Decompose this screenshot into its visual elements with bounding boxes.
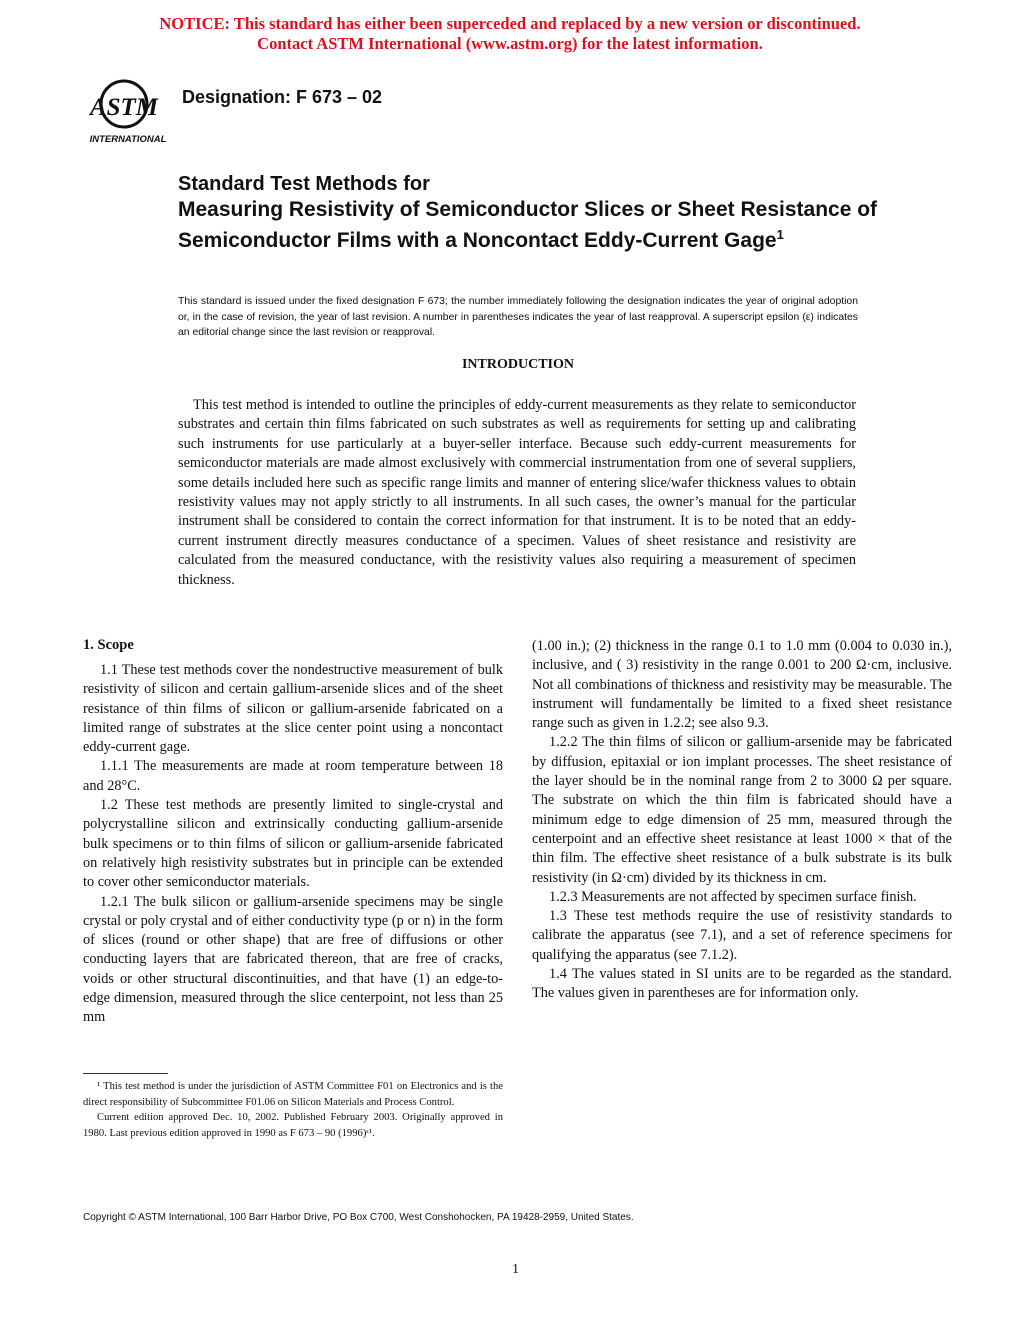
title-line-1: Standard Test Methods for bbox=[178, 173, 430, 195]
notice-line-1: NOTICE: This standard has either been superceded and replaced by a new version or discontinued. bbox=[159, 14, 861, 33]
footnote-1: ¹ This test method is under the jurisdiction of ASTM Committee F01 on Electronics and is the direct responsibility of Subcommittee F01.06 on Silicon Materials and Process Control. bbox=[83, 1081, 503, 1108]
notice-banner bbox=[0, 14, 1020, 54]
section-heading-scope: 1. Scope bbox=[83, 637, 134, 653]
paragraph-1-4: 1.4 The values stated in SI units are to be regarded as the standard. The values given in parentheses are for information only. bbox=[532, 966, 952, 1002]
footnote-divider bbox=[83, 1073, 168, 1074]
notice-line-2: Contact ASTM International (www.astm.org) for the latest information. bbox=[257, 34, 763, 53]
paragraph-1-2-3: 1.2.3 Measurements are not affected by specimen surface finish. bbox=[549, 888, 917, 905]
issue-note: This standard is issued under the fixed designation F 673; the number immediately following the designation indicates the year of original adoption or, in the case of revision, the year of last revision. A number in parentheses indicates the year of last reapproval. A superscript epsilon (ε) indicates an editorial change since the last revision or reapproval. bbox=[178, 296, 858, 338]
footnotes bbox=[83, 1079, 503, 1141]
title-block bbox=[178, 172, 878, 253]
logo-subtext: INTERNATIONAL bbox=[89, 134, 167, 145]
footnote-edition: Current edition approved Dec. 10, 2002. Published February 2003. Originally approved in 1980. Last previous edition approved in 1990 as F 673 – 90 (1996)ᵋ¹. bbox=[83, 1112, 503, 1139]
logo-text: ASTM bbox=[89, 94, 159, 121]
title-main-text: Measuring Resistivity of Semiconductor Slices or Sheet Resistance of Semiconductor Films with a Noncontact Eddy-Current Gage bbox=[178, 198, 878, 252]
left-column bbox=[83, 636, 503, 1028]
title-footnote-mark: 1 bbox=[776, 227, 784, 242]
copyright-notice: Copyright © ASTM International, 100 Barr Harbor Drive, PO Box C700, West Conshohocken, PA 19428-2959, United States. bbox=[83, 1212, 634, 1223]
page-number: 1 bbox=[512, 1262, 519, 1277]
paragraph-1-2-2: 1.2.2 The thin films of silicon or gallium-arsenide may be fabricated by diffusion, epitaxial or ion implant processes. The sheet resistance of the layer should be in the nominal range from 2 to 3000 Ω per square. The substrate on which the thin film is fabricated should have a minimum edge to edge dimension of 25 mm, measured through the centerpoint and an effective sheet resistance at least 1000 × that of the thin film. The effective sheet resistance of a bulk substrate is its bulk resistivity (in Ω·cm) divided by its thickness in cm. bbox=[532, 734, 952, 886]
introduction-text: This test method is intended to outline the principles of eddy-current measurements as they relate to semiconductor substrates and certain thin films fabricated on such substrates as well as requirements for setting up and calibrating such instruments for use particularly at a buyer-seller interface. Because such eddy-current measurements for semiconductor materials are made almost exclusively with commercial instrumentation from one of several suppliers, some details included here such as specific range limits and manner of entering slice/wafer thickness values to obtain resistivity values may not apply strictly to all instruments. In all such cases, the owner’s manual for the particular instrument shall be considered to contain the correct information for that instrument. It is to be noted that an eddy-current instrument directly measures conductance of a specimen. Values of sheet resistance and resistivity are calculated from the measured conductance, with the resistivity values also requiring a measurement of specimen thickness. bbox=[178, 397, 856, 588]
paragraph-1-1-1: 1.1.1 The measurements are made at room temperature between 18 and 28°C. bbox=[83, 758, 503, 794]
introduction-heading: INTRODUCTION bbox=[461, 357, 574, 372]
paragraph-1-2-1: 1.2.1 The bulk silicon or gallium-arsenide specimens may be single crystal or poly crystal and of either conductivity type (p or n) in the form of slices (round or other shape) that are free of diffusions or other conducting layers that are fabricated thereon, that are free of cracks, voids or other structural discontinuities, and that have (1) an edge-to-edge dimension, measured through the slice centerpoint, not less than 25 mm bbox=[83, 893, 503, 1026]
designation: Designation: F 673 – 02 bbox=[182, 87, 383, 107]
astm-logo bbox=[84, 72, 172, 152]
paragraph-1-1: 1.1 These test methods cover the nondestructive measurement of bulk resistivity of silicon and certain gallium-arsenide slices and of the sheet resistance of thin films of silicon or gallium-arsenide fabricated on a limited range of substrates at the slice center point using a noncontact eddy-current gage. bbox=[83, 662, 503, 756]
paragraph-1-3: 1.3 These test methods require the use of resistivity standards to calibrate the apparatus (see 7.1), and a set of reference specimens for qualifying the apparatus (see 7.1.2). bbox=[532, 908, 952, 963]
right-column bbox=[532, 637, 952, 1004]
paragraph-1-2-1-continued: (1.00 in.); (2) thickness in the range 0.1 to 1.0 mm (0.004 to 0.030 in.), inclusive, and ( 3) resistivity in the range 0.001 to 200 Ω·cm, inclusive. Not all combinations of thickness and resistivity may be measurable. The instrument will fundamentally be limited to a fixed sheet resistance range such as given in 1.2.2; see also 9.3. bbox=[532, 638, 952, 732]
paragraph-1-2: 1.2 These test methods are presently limited to single-crystal and polycrystalline silicon and extrinsically conducting gallium-arsenide bulk specimens or to thin films of silicon or gallium-arsenide fabricated on relatively high resistivity substrates but in principle can be extended to cover other semiconductor materials. bbox=[83, 797, 503, 891]
title-main bbox=[178, 197, 878, 253]
